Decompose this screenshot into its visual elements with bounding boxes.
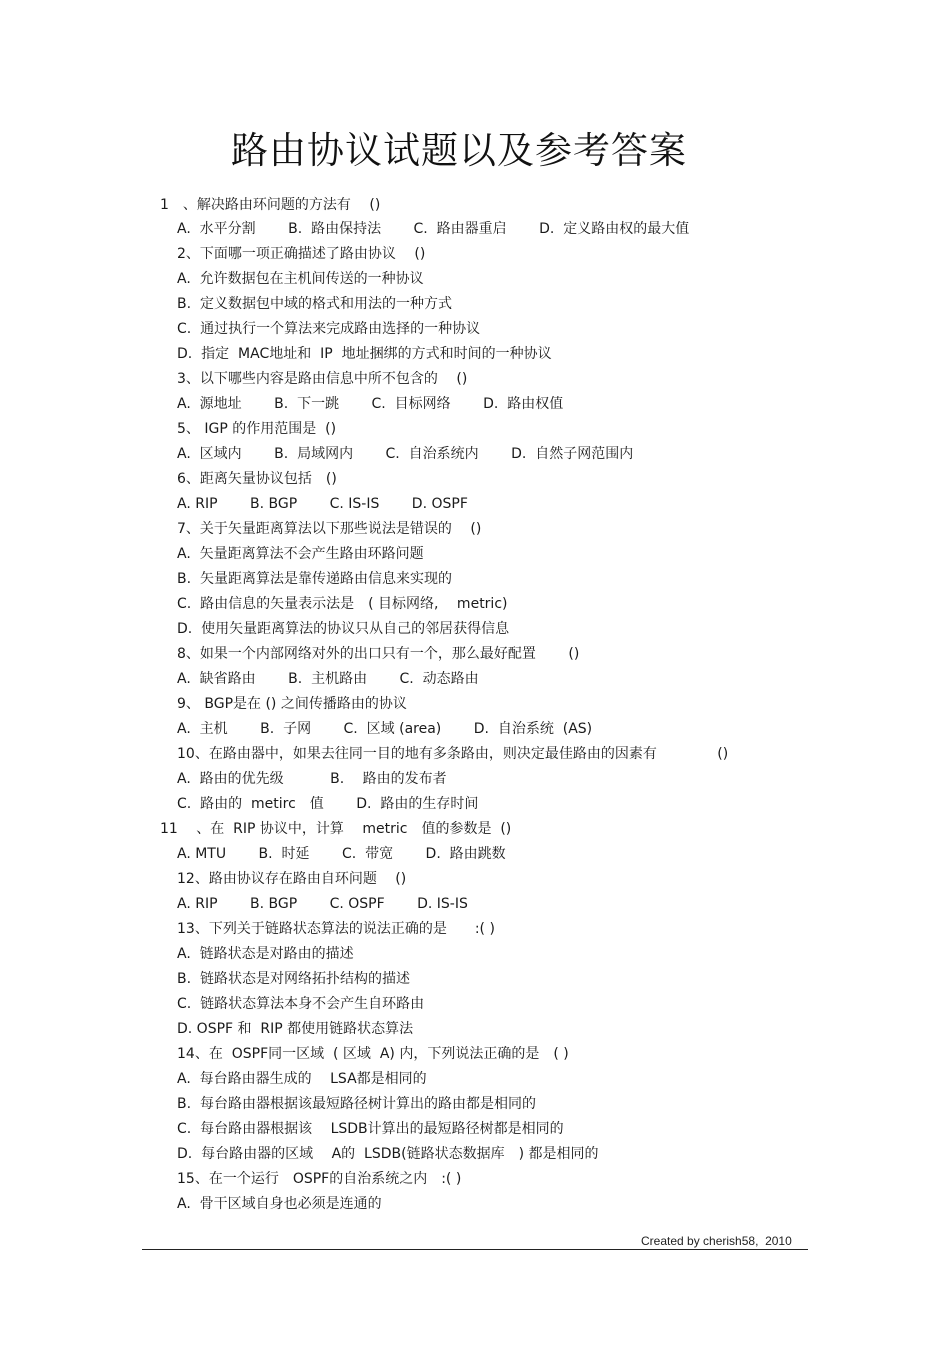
- question-line: A. 主机 B. 子网 C. 区域 (area) D. 自治系统 (AS): [177, 721, 593, 737]
- question-line: A. 缺省路由 B. 主机路由 C. 动态路由: [177, 671, 479, 687]
- question-line: B. 矢量距离算法是靠传递路由信息来实现的: [177, 571, 452, 587]
- question-line: D. 使用矢量距离算法的协议只从自己的邻居获得信息: [177, 621, 510, 637]
- question-line: 14、在 OSPF同一区域 ( 区域 A) 内，下列说法正确的是 ( ): [177, 1046, 569, 1062]
- question-line: A. 源地址 B. 下一跳 C. 目标网络 D. 路由权值: [177, 396, 564, 412]
- question-line: C. 每台路由器根据该 LSDB计算出的最短路径树都是相同的: [177, 1121, 564, 1137]
- question-line: C. 路由的 metirc 值 D. 路由的生存时间: [177, 796, 479, 812]
- question-line: 1 、解决路由环问题的方法有 (): [160, 197, 381, 213]
- question-line: 6、距离矢量协议包括 (): [177, 471, 337, 487]
- question-line: 11 、在 RIP 协议中，计算 metric 值的参数是 (): [160, 821, 512, 837]
- question-line: 3、以下哪些内容是路由信息中所不包含的 (): [177, 371, 468, 387]
- question-line: A. RIP B. BGP C. OSPF D. IS-IS: [177, 896, 468, 912]
- question-line: D. OSPF 和 RIP 都使用链路状态算法: [177, 1021, 414, 1037]
- question-line: A. RIP B. BGP C. IS-IS D. OSPF: [177, 496, 468, 512]
- question-line: A. 骨干区域自身也必须是连通的: [177, 1196, 382, 1212]
- question-line: A. 路由的优先级 B. 路由的发布者: [177, 771, 447, 787]
- question-line: C. 路由信息的矢量表示法是 ( 目标网络, metric): [177, 596, 508, 612]
- question-line: 13、下列关于链路状态算法的说法正确的是 :( ): [177, 921, 495, 937]
- question-line: 10、在路由器中，如果去往同一目的地有多条路由，则决定最佳路由的因素有 (): [177, 746, 729, 762]
- question-line: A. 矢量距离算法不会产生路由环路问题: [177, 546, 424, 562]
- question-line: 5、 IGP 的作用范围是 (): [177, 421, 337, 437]
- question-line: A. 区域内 B. 局域网内 C. 自治系统内 D. 自然子网范围内: [177, 446, 634, 462]
- question-line: D. 每台路由器的区域 A的 LSDB(链路状态数据库 ) 都是相同的: [177, 1146, 599, 1162]
- question-line: 15、在一个运行 OSPF的自治系统之内 :( ): [177, 1171, 462, 1187]
- footer-credit: Created by cherish58, 2010: [641, 1234, 792, 1248]
- question-line: 8、如果一个内部网络对外的出口只有一个，那么最好配置 (): [177, 646, 580, 662]
- question-line: A. 允许数据包在主机间传送的一种协议: [177, 271, 424, 287]
- page-title: 路由协议试题以及参考答案: [231, 129, 687, 172]
- question-line: A. 水平分割 B. 路由保持法 C. 路由器重启 D. 定义路由权的最大值: [177, 221, 690, 237]
- question-line: B. 链路状态是对网络拓扑结构的描述: [177, 971, 410, 987]
- question-line: C. 链路状态算法本身不会产生自环路由: [177, 996, 425, 1012]
- question-line: D. 指定 MAC地址和 IP 地址捆绑的方式和时间的一种协议: [177, 346, 552, 362]
- question-line: A. 链路状态是对路由的描述: [177, 946, 354, 962]
- question-line: 7、关于矢量距离算法以下那些说法是错误的 (): [177, 521, 482, 537]
- question-line: B. 每台路由器根据该最短路径树计算出的路由都是相同的: [177, 1096, 536, 1112]
- question-line: C. 通过执行一个算法来完成路由选择的一种协议: [177, 321, 481, 337]
- question-line: 12、路由协议存在路由自环问题 (): [177, 871, 407, 887]
- question-line: 2、下面哪一项正确描述了路由协议 (): [177, 246, 426, 262]
- question-line: A. MTU B. 时延 C. 带宽 D. 路由跳数: [177, 846, 506, 862]
- question-line: B. 定义数据包中域的格式和用法的一种方式: [177, 296, 452, 312]
- footer-divider: [142, 1249, 808, 1250]
- question-line: 9、 BGP是在 () 之间传播路由的协议: [177, 696, 407, 712]
- question-line: A. 每台路由器生成的 LSA都是相同的: [177, 1071, 427, 1087]
